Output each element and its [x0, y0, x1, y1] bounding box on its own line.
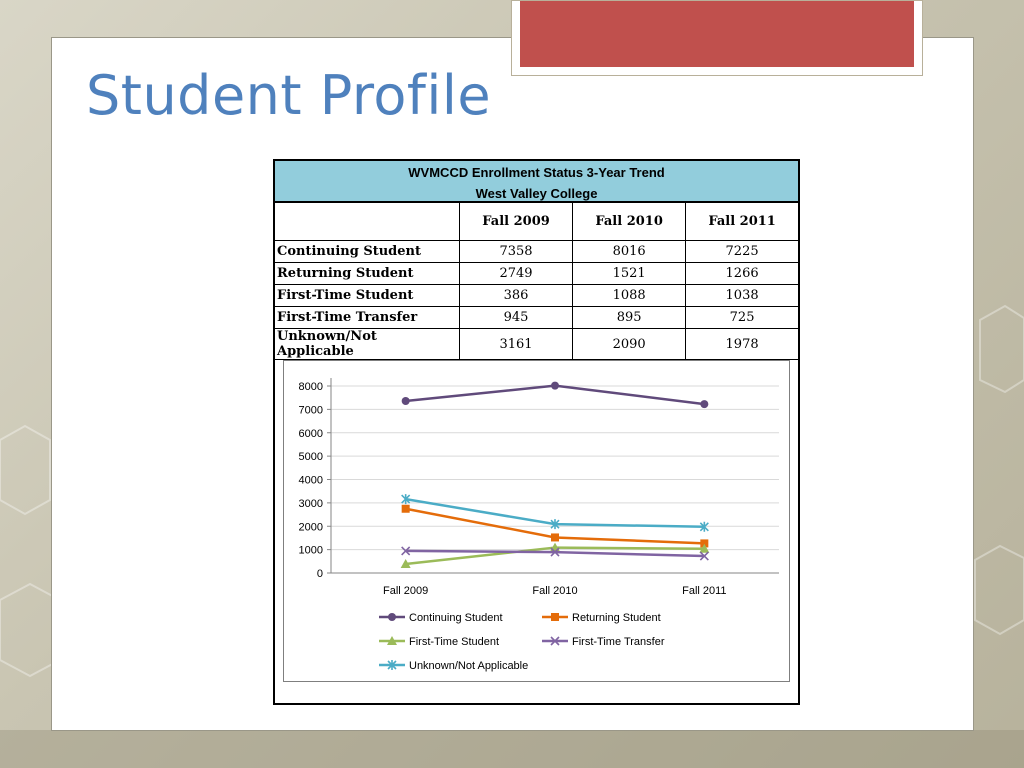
table-cell: 725 — [686, 307, 798, 329]
data-point — [551, 533, 559, 541]
accent-frame — [511, 0, 923, 76]
table-row — [275, 329, 798, 360]
x-tick-label: Fall 2011 — [682, 585, 727, 597]
table-cell: 1978 — [686, 329, 798, 360]
legend-label: Unknown/Not Applicable — [409, 660, 529, 672]
data-point — [402, 397, 410, 405]
column-header: Fall 2011 — [686, 203, 798, 241]
y-tick-label: 0 — [316, 568, 323, 580]
legend-label: First-Time Transfer — [572, 636, 665, 648]
y-tick-label: 6000 — [298, 427, 323, 440]
table-cell: 895 — [573, 307, 686, 329]
y-tick-label: 4000 — [298, 474, 323, 487]
table-row — [275, 307, 798, 329]
enrollment-table-panel — [273, 159, 800, 705]
y-tick-label: 3000 — [298, 497, 323, 510]
legend-marker — [551, 613, 559, 621]
table-cell: 7358 — [460, 241, 573, 263]
column-header: Fall 2009 — [460, 203, 573, 241]
table-title-line2: West Valley College — [475, 186, 598, 201]
table-cell: 386 — [460, 285, 573, 307]
row-label: Returning Student — [275, 263, 460, 285]
data-point — [700, 400, 708, 408]
row-label: First-Time Transfer — [275, 307, 460, 329]
table-title — [275, 161, 798, 203]
table-cell: 7225 — [686, 241, 798, 263]
y-tick-label: 7000 — [298, 404, 323, 417]
legend-label: Continuing Student — [409, 612, 503, 624]
table-row — [275, 241, 798, 263]
table-header-row — [275, 203, 798, 241]
enrollment-table — [275, 203, 798, 360]
table-cell: 2749 — [460, 263, 573, 285]
y-tick-label: 1000 — [298, 544, 323, 557]
table-cell: 1038 — [686, 285, 798, 307]
table-row — [275, 263, 798, 285]
table-cell: 1266 — [686, 263, 798, 285]
legend-label: First-Time Student — [409, 636, 500, 648]
data-point — [402, 505, 410, 513]
x-tick-label: Fall 2010 — [532, 585, 578, 597]
legend-marker — [388, 613, 396, 621]
y-tick-label: 2000 — [298, 521, 323, 534]
table-cell: 945 — [460, 307, 573, 329]
page-title: Student Profile — [86, 64, 492, 127]
legend-label: Returning Student — [572, 612, 661, 624]
row-label: Continuing Student — [275, 241, 460, 263]
table-cell: 8016 — [573, 241, 686, 263]
x-tick-label: Fall 2009 — [383, 585, 429, 597]
table-row — [275, 285, 798, 307]
row-label: Unknown/Not Applicable — [275, 329, 460, 360]
accent-bar — [520, 1, 914, 67]
data-point — [551, 382, 559, 390]
column-header: Fall 2010 — [573, 203, 686, 241]
table-cell: 1521 — [573, 263, 686, 285]
table-cell: 2090 — [573, 329, 686, 360]
table-title-line1: WVMCCD Enrollment Status 3-Year Trend — [408, 165, 665, 180]
y-tick-label: 5000 — [298, 451, 323, 464]
line-chart — [284, 361, 789, 681]
table-corner-cell — [275, 203, 460, 241]
chart-area — [283, 360, 790, 682]
y-tick-label: 8000 — [298, 381, 323, 393]
row-label: First-Time Student — [275, 285, 460, 307]
table-cell: 3161 — [460, 329, 573, 360]
table-cell: 1088 — [573, 285, 686, 307]
